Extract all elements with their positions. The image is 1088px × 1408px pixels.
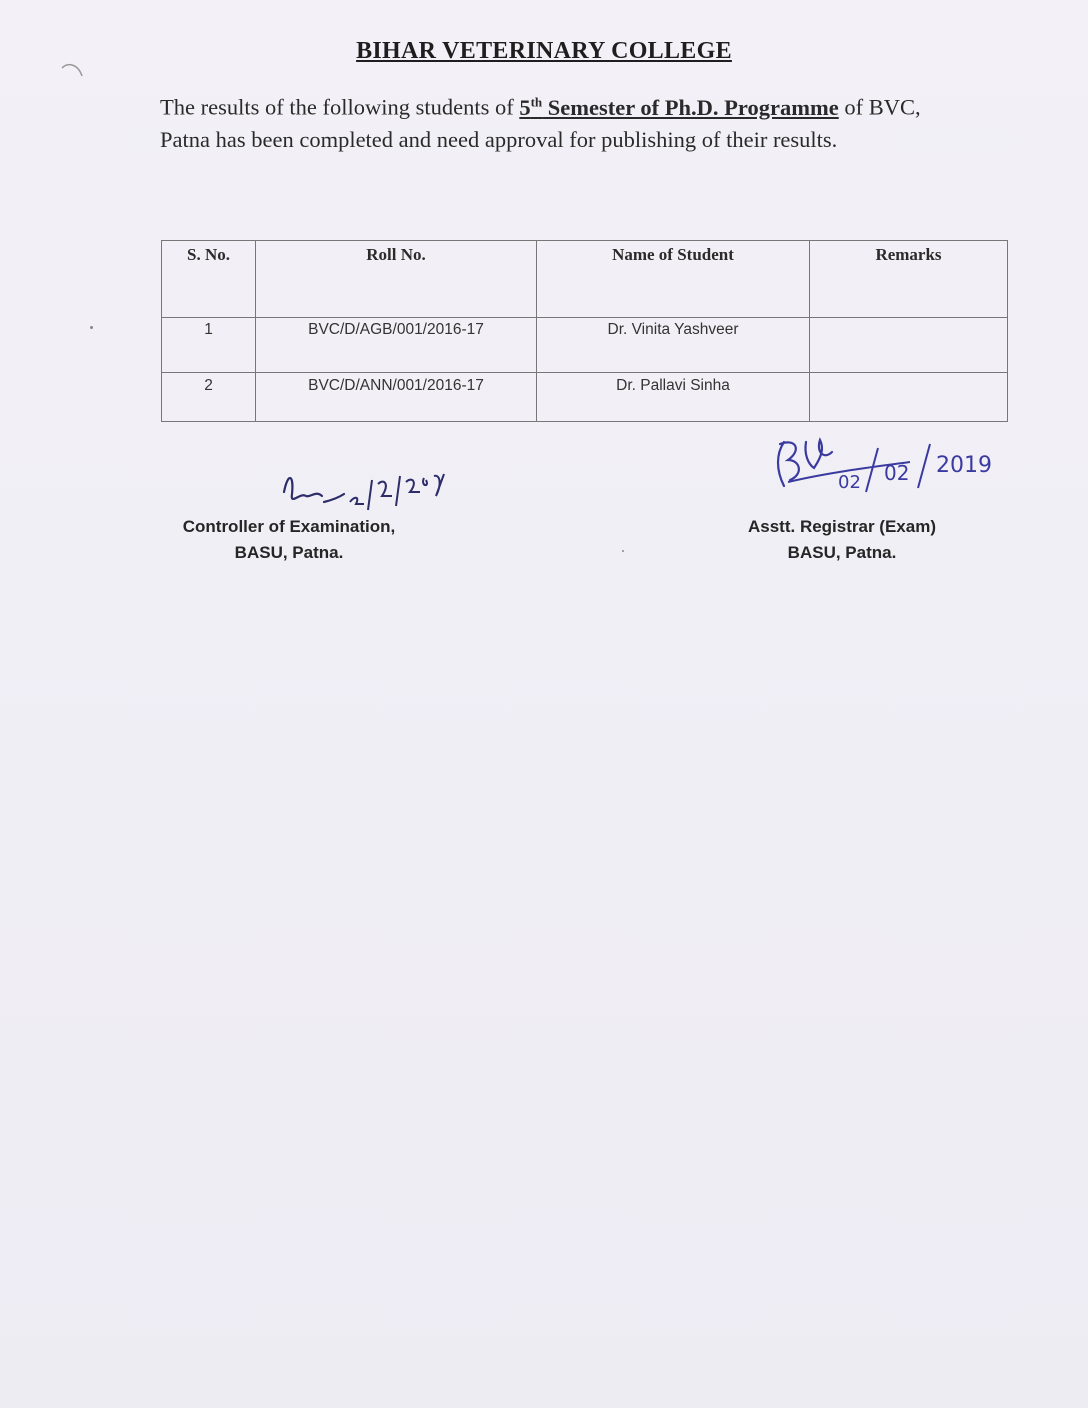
intro-prefix: The results of the following students of bbox=[160, 94, 520, 120]
punch-hole-mark bbox=[58, 58, 88, 88]
cell-roll-no: BVC/D/AGB/001/2016-17 bbox=[256, 318, 537, 373]
table-row bbox=[162, 318, 1008, 373]
college-title: BIHAR VETERINARY COLLEGE bbox=[356, 38, 732, 64]
cell-remarks bbox=[810, 373, 1008, 422]
table-row bbox=[162, 373, 1008, 422]
header-student-name: Name of Student bbox=[537, 241, 810, 318]
cell-student-name: Dr. Pallavi Sinha bbox=[537, 373, 810, 422]
intro-emphasis: 5th Semester of Ph.D. Programme bbox=[519, 94, 839, 120]
header-remarks: Remarks bbox=[810, 241, 1008, 318]
cell-sno: 1 bbox=[162, 318, 256, 373]
registrar-title: Asstt. Registrar (Exam) bbox=[747, 517, 936, 536]
controller-affiliation: BASU, Patna. bbox=[234, 543, 344, 562]
right-signature-handwriting bbox=[770, 430, 1030, 500]
svg-text:02: 02 bbox=[838, 472, 861, 493]
header-roll-no: Roll No. bbox=[256, 241, 537, 318]
results-table bbox=[161, 240, 1008, 422]
svg-text:2019: 2019 bbox=[936, 453, 992, 478]
table-header-row bbox=[162, 241, 1008, 318]
registrar-affiliation: BASU, Patna. bbox=[787, 543, 897, 562]
intro-paragraph bbox=[160, 86, 960, 156]
registrar-signature-block bbox=[736, 514, 948, 566]
controller-signature-block bbox=[168, 514, 410, 566]
cell-remarks bbox=[810, 318, 1008, 373]
header-sno: S. No. bbox=[162, 241, 256, 318]
cell-student-name: Dr. Vinita Yashveer bbox=[537, 318, 810, 373]
cell-roll-no: BVC/D/ANN/001/2016-17 bbox=[256, 373, 537, 422]
cell-sno: 2 bbox=[162, 373, 256, 422]
svg-text:02: 02 bbox=[884, 461, 910, 485]
intro-suffix: of BVC, Patna has been completed and need approval for publishing of their results. bbox=[160, 94, 921, 152]
scan-speck bbox=[622, 550, 624, 552]
scan-speck bbox=[90, 326, 93, 329]
controller-title: Controller of Examination, bbox=[182, 517, 396, 536]
